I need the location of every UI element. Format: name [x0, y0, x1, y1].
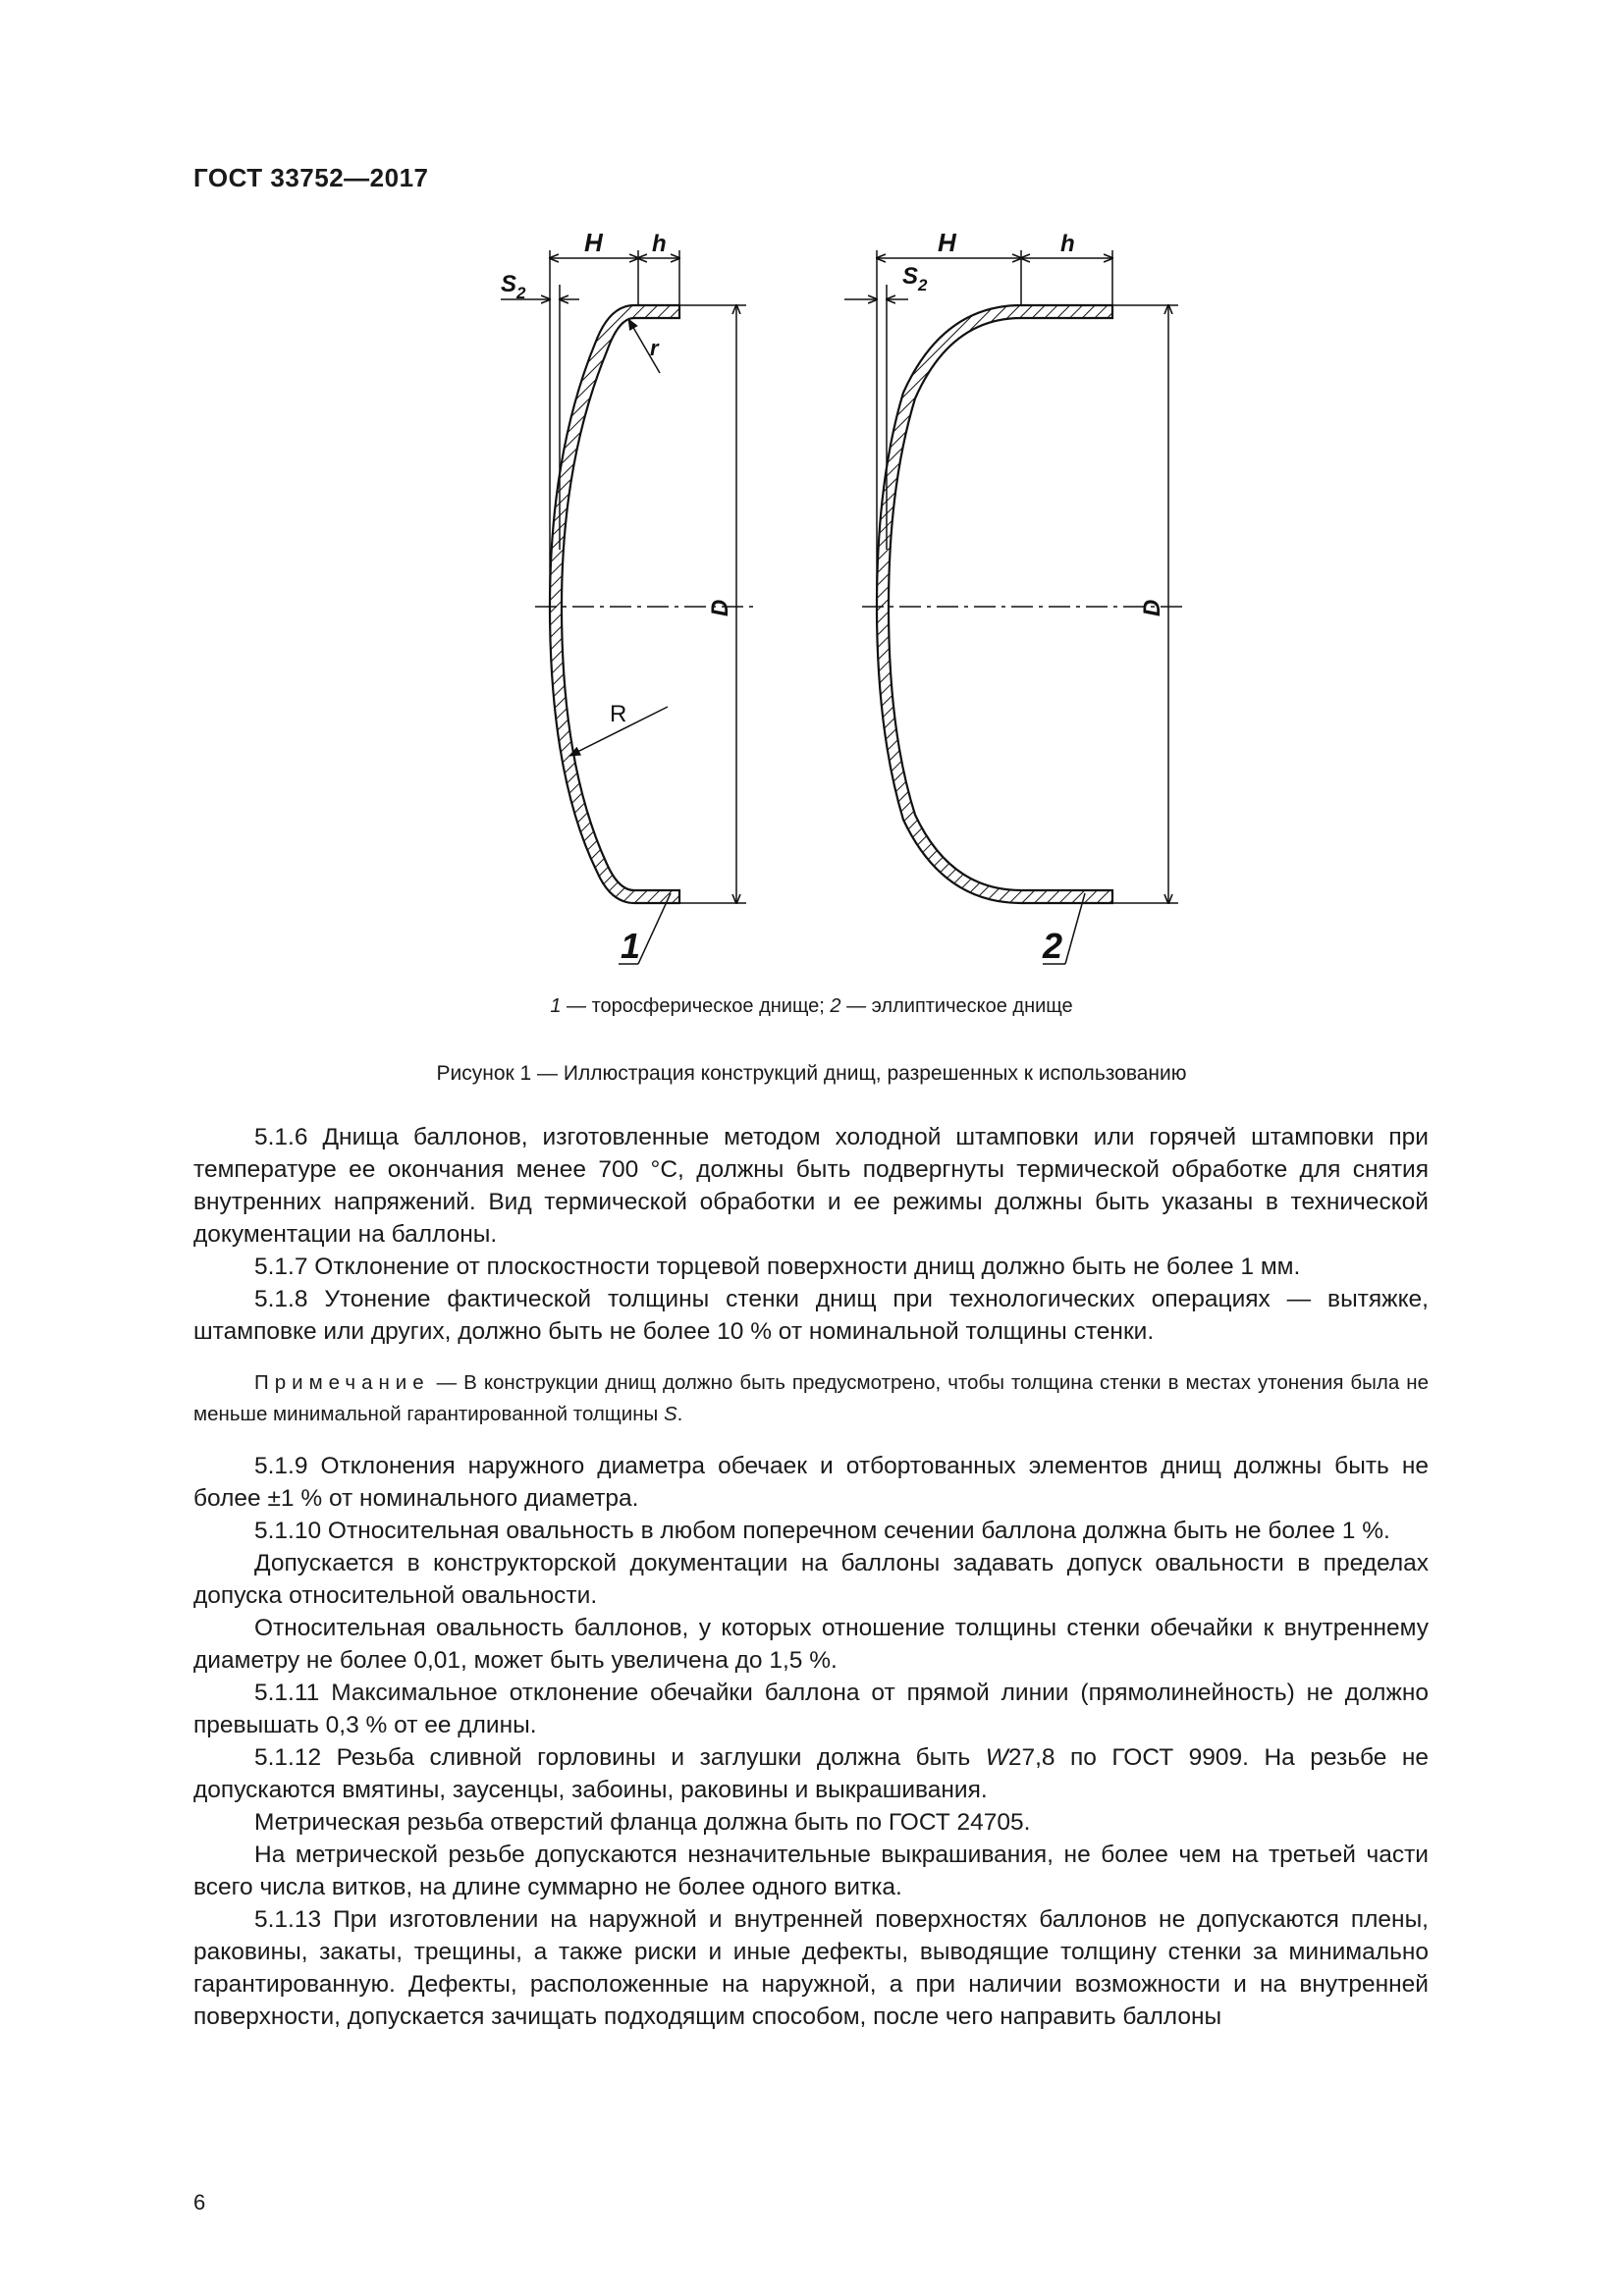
note-label: Примечание — [254, 1371, 430, 1394]
paragraph-5-1-13: 5.1.13 При изготовлении на наружной и внутренней поверхностях баллонов не допускаются плены, раковины, закаты, трещины, а также риски и иные дефекты, выводящие толщину стенки за минимально гарантированную. Дефекты, расположенные на наружной, а при наличии возможности и на внутренней поверхности, допускается зачищать подходящим способом, после чего направить баллоны — [193, 1906, 1429, 2030]
note-variable: S — [663, 1403, 677, 1425]
body-text — [193, 1121, 1429, 2033]
note-text: — В конструкции днищ должно быть предусмотрено, чтобы толщина стенки в местах утонения была не меньше минимальной гарантированной толщины — [193, 1371, 1429, 1425]
label-S-sub-2: 2 — [918, 276, 928, 294]
legend-text-1: — торосферическое днище; — [561, 995, 831, 1017]
callout-1: 1 — [621, 926, 641, 966]
label-R: R — [610, 701, 627, 727]
callout-2: 2 — [1043, 926, 1063, 966]
label-S-sub-1: 2 — [516, 284, 526, 302]
label-h-2: h — [1060, 231, 1075, 257]
label-r: r — [650, 336, 659, 360]
elliptical-head — [844, 250, 1188, 964]
p12-end: 27,8 по ГОСТ 9909. На резьбе не допускаются вмятины, заусенцы, забоины, раковины и выкрашивания. — [193, 1744, 1430, 1803]
paragraph-5-1-12 — [193, 1741, 1429, 1806]
paragraph-5-1-9: 5.1.9 Отклонения наружного диаметра обечаек и отбортованных элементов днищ должны быть не более ±1 % от номинального диаметра. — [193, 1453, 1429, 1512]
figure-title: Рисунок 1 — Иллюстрация конструкций днищ, разрешенных к использованию — [436, 1062, 1187, 1085]
paragraph-metric-chipping: На метрической резьбе допускаются незначительные выкрашивания, не более чем на третьей части всего числа витков, на длине суммарно не более одного витка. — [193, 1842, 1429, 1900]
label-S-2: S — [902, 263, 919, 290]
paragraph-metric-thread: Метрическая резьба отверстий фланца должна быть по ГОСТ 24705. — [254, 1809, 1031, 1836]
label-S-1: S — [501, 271, 517, 297]
thread-variable: W — [985, 1744, 1008, 1771]
paragraph-5-1-11: 5.1.11 Максимальное отклонение обечайки баллона от прямой линии (прямолинейность) не должно превышать 0,3 % от ее длины. — [193, 1680, 1429, 1738]
figure-1-drawing — [0, 0, 1623, 1041]
label-D-2: D — [1139, 599, 1165, 616]
paragraph-5-1-7: 5.1.7 Отклонение от плоскостности торцевой поверхности днищ должно быть не более 1 мм. — [254, 1254, 1301, 1280]
note-paragraph — [193, 1367, 1429, 1430]
page-number: 6 — [193, 2190, 206, 2215]
paragraph-ovality-increase: Относительная овальность баллонов, у которых отношение толщины стенки обечайки к внутреннему диаметру не более 0,01, может быть увеличена до 1,5 %. — [193, 1615, 1429, 1674]
paragraph-5-1-10: 5.1.10 Относительная овальность в любом поперечном сечении баллона должна быть не более 1 %. — [254, 1518, 1390, 1544]
legend-num-1: 1 — [550, 995, 562, 1017]
paragraph-5-1-6: 5.1.6 Днища баллонов, изготовленные методом холодной штамповки или горячей штамповки при температуре ее окончания менее 700 °С, должны быть подвергнуты термической обработке для снятия внутренних напряжений. Вид термической обработки и ее режимы должны быть указаны в технической документации на баллоны. — [193, 1124, 1429, 1248]
figure-legend — [0, 995, 1623, 1018]
paragraph-5-1-8: 5.1.8 Утонение фактической толщины стенки днищ при технологических операциях — вытяжке, штамповке или других, должно быть не более 10 % от номинальной толщины стенки. — [193, 1286, 1429, 1345]
p12-start: 5.1.12 Резьба сливной горловины и заглушки должна быть — [254, 1744, 986, 1771]
label-H-2: H — [938, 228, 956, 257]
legend-num-2: 2 — [830, 995, 841, 1017]
document-header: ГОСТ 33752—2017 — [193, 163, 429, 192]
note-end: . — [676, 1403, 683, 1425]
legend-text-2: — эллиптическое днище — [840, 995, 1073, 1017]
label-h-1: h — [652, 231, 667, 257]
paragraph-ovality-tolerance: Допускается в конструкторской документации на баллоны задавать допуск овальности в пределах допуска относительной овальности. — [193, 1550, 1429, 1609]
label-D-1: D — [707, 599, 733, 616]
label-H-1: H — [584, 228, 603, 257]
